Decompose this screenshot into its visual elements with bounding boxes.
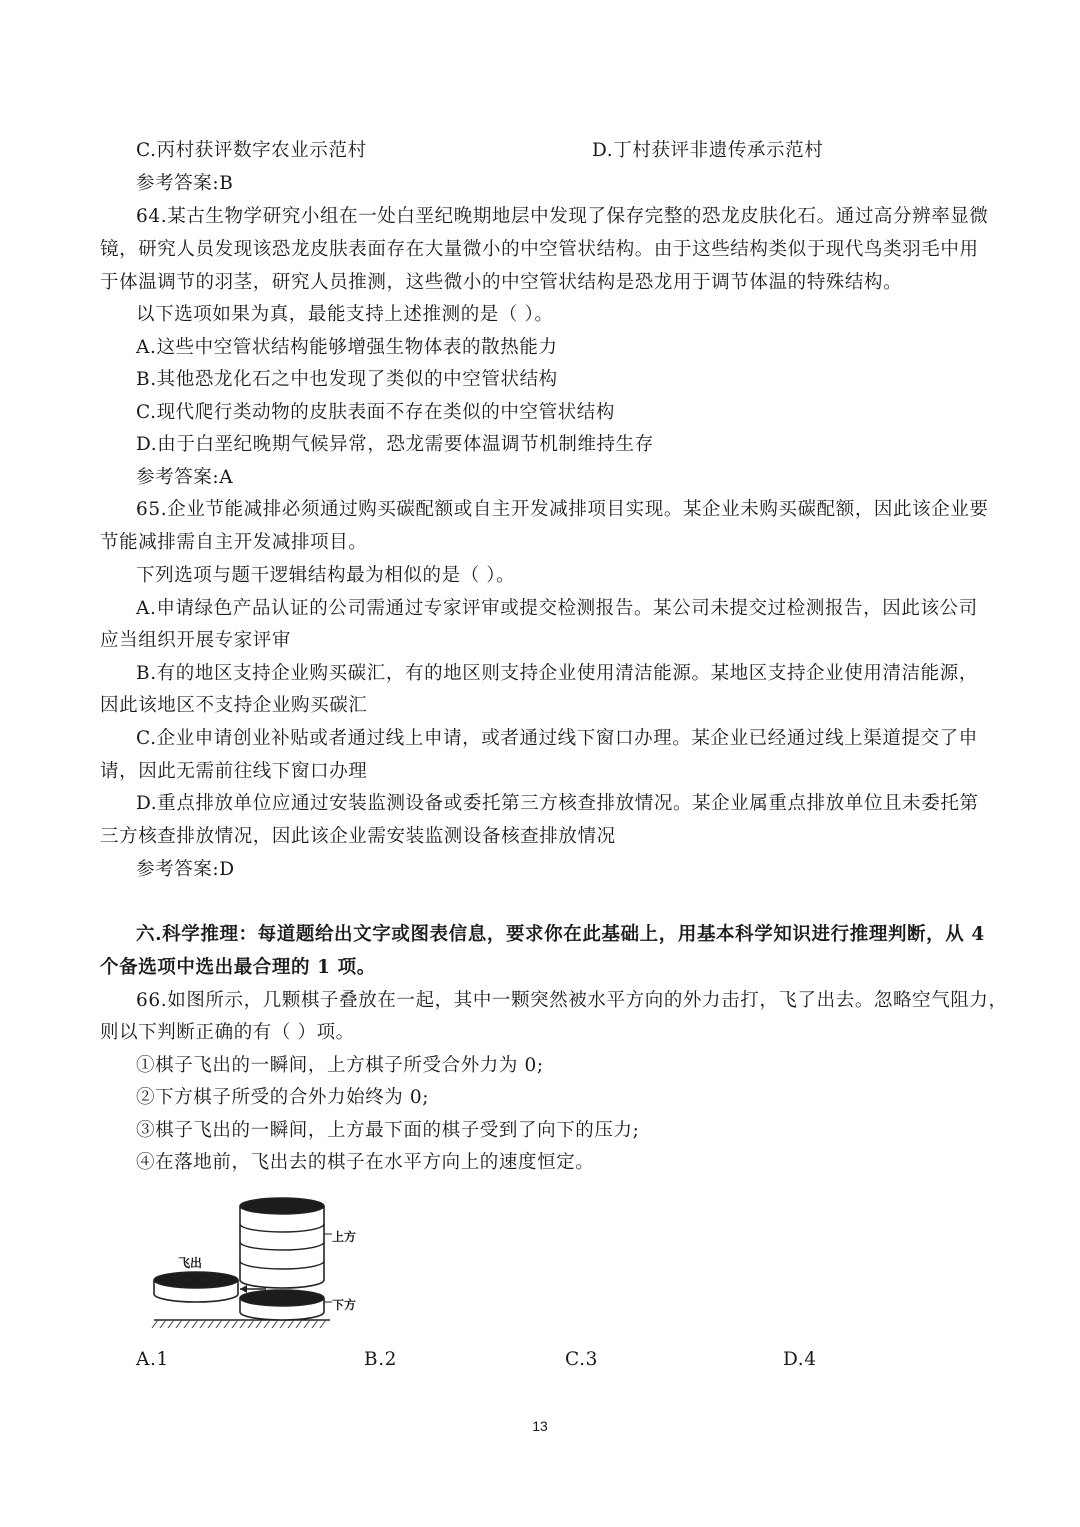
checker-stack-figure [148,1194,368,1334]
q63-answer: 参考答案:B [136,173,234,194]
q64-stem-line: 镜，研究人员发现该恐龙皮肤表面存在大量微小的中空管状结构。由于这些结构类似于现代鸟类羽毛中用 [100,239,979,260]
q66-statement-1: ①棋子飞出的一瞬间，上方棋子所受合外力为 0; [136,1055,544,1076]
q65-option-a-cont: 应当组织开展专家评审 [100,630,292,651]
fly-out-label: 飞出 [178,1256,203,1270]
lower-label: 下方 [332,1298,357,1312]
q66-option-d: D.4 [783,1349,817,1370]
q64-option-a: A.这些中空管状结构能够增强生物体表的散热能力 [136,337,558,358]
q66-statement-3: ③棋子飞出的一瞬间，上方最下面的棋子受到了向下的压力; [136,1120,640,1141]
q64-answer: 参考答案:A [136,467,234,488]
q66-option-c: C.3 [565,1349,598,1370]
q66-stem-line: 66.如图所示，几颗棋子叠放在一起，其中一颗突然被水平方向的外力击打，飞了出去。忽略空气阻力， [136,990,1008,1011]
q64-option-d: D.由于白垩纪晚期气候异常，恐龙需要体温调节机制维持生存 [136,434,654,455]
q65-answer: 参考答案:D [136,859,235,880]
q66-statement-4: ④在落地前，飞出去的棋子在水平方向上的速度恒定。 [136,1152,595,1173]
q63-option-d: D.丁村获评非遗传承示范村 [592,140,824,161]
q65-option-b: B.有的地区支持企业购买碳汇，有的地区则支持企业使用清洁能源。某地区支持企业使用清洁能源， [136,663,978,684]
q65-stem-line: 65.企业节能减排必须通过购买碳配额或自主开发减排项目实现。某企业未购买碳配额，因此该企业要 [136,499,989,520]
q64-stem-line: 于体温调节的羽茎，研究人员推测，这些微小的中空管状结构是恐龙用于调节体温的特殊结构。 [100,272,903,293]
q65-option-d-cont: 三方核查排放情况，因此该企业需安装监测设备核查排放情况 [100,826,616,847]
q65-option-c-cont: 请，因此无需前往线下窗口办理 [100,761,368,782]
q64-prompt: 以下选项如果为真，最能支持上述推测的是（ ）。 [136,304,554,325]
section-heading-cont: 个备选项中选出最合理的 1 项。 [100,957,376,978]
q65-stem-line: 节能减排需自主开发减排项目。 [100,532,368,553]
q64-option-b: B.其他恐龙化石之中也发现了类似的中空管状结构 [136,369,558,390]
q65-option-b-cont: 因此该地区不支持企业购买碳汇 [100,695,368,716]
q63-option-c: C.丙村获评数字农业示范村 [136,140,367,161]
q64-stem-line: 64.某古生物学研究小组在一处白垩纪晚期地层中发现了保存完整的恐龙皮肤化石。通过高分辨率显微 [136,206,989,227]
q65-prompt: 下列选项与题干逻辑结构最为相似的是（ ）。 [136,565,516,586]
q66-statement-2: ②下方棋子所受的合外力始终为 0; [136,1087,430,1108]
upper-label: 上方 [332,1230,357,1244]
q66-option-b: B.2 [364,1349,398,1370]
q66-option-a: A.1 [136,1349,169,1370]
q65-option-c: C.企业申请创业补贴或者通过线上申请，或者通过线下窗口办理。某企业已经通过线上渠道提交了申 [136,728,978,749]
page-number: 13 [532,1418,548,1434]
q64-option-c: C.现代爬行类动物的皮肤表面不存在类似的中空管状结构 [136,402,615,423]
q65-option-a: A.申请绿色产品认证的公司需通过专家评审或提交检测报告。某公司未提交过检测报告，因此该公司 [136,598,978,619]
section-heading: 六.科学推理：每道题给出文字或图表信息，要求你在此基础上，用基本科学知识进行推理判断，从 4 [136,924,985,945]
q65-option-d: D.重点排放单位应通过安装监测设备或委托第三方核查排放情况。某企业属重点排放单位且未委托第 [136,793,979,814]
q66-stem-line: 则以下判断正确的有（ ）项。 [100,1022,355,1043]
